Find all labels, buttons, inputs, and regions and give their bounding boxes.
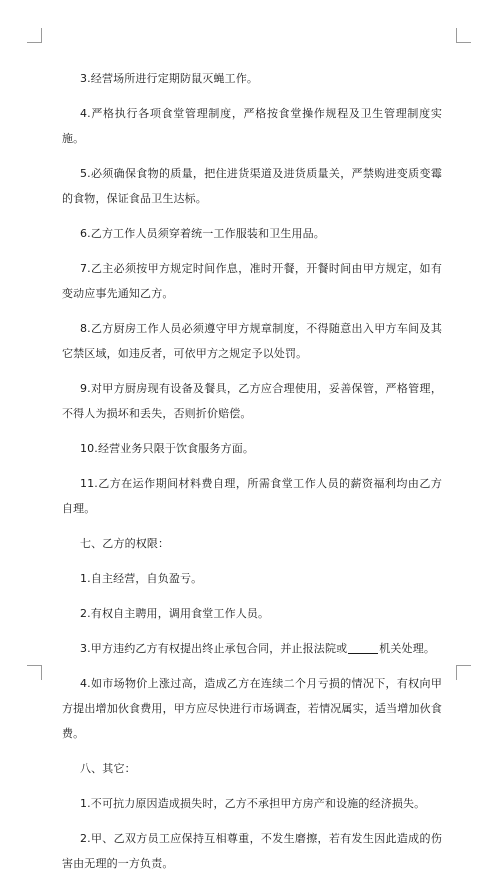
rights-item-1: 1.自主经营，自负盈亏。 — [80, 572, 203, 585]
crop-mark-top-left — [27, 28, 42, 43]
crop-mark-bottom-left — [27, 665, 42, 680]
fill-in-blank — [348, 641, 378, 654]
section-heading-8: 八、其它： — [80, 762, 136, 775]
paragraph-item-9: 9.对甲方厨房现有设备及餐具，乙方应合理使用，妥善保管，严格管理，不得人为损坏和丢失，否则折价赔偿。 — [62, 382, 442, 420]
paragraph-item-8: 8.乙方厨房工作人员必须遵守甲方规章制度，不得随意出入甲方车间及其它禁区域，如违反者，可依甲方之规定予以处罚。 — [62, 322, 442, 360]
rights-item-3-text-after: 机关处理。 — [379, 642, 435, 655]
paragraph-item-3: 3.经营场所进行定期防鼠灭蝇工作。 — [80, 72, 259, 85]
paragraph-item-7: 7.乙主必须按甲方规定时间作息，准时开餐，开餐时间由甲方规定，如有变动应事先通知乙方。 — [62, 262, 442, 300]
paragraph-item-11: 11.乙方在运作期间材料费自理，所需食堂工作人员的薪资福利均由乙方自理。 — [62, 477, 442, 515]
other-item-1: 1.不可抗力原因造成损失时，乙方不承担甲方房产和设施的经济损失。 — [80, 797, 426, 810]
paragraph-item-10: 10.经营业务只限于饮食服务方面。 — [80, 442, 255, 455]
paragraph-item-4: 4.严格执行各项食堂管理制度，严格按食堂操作规程及卫生管理制度实施。 — [62, 107, 442, 145]
rights-item-3 — [62, 636, 442, 661]
other-item-2: 2.甲、乙双方员工应保持互相尊重，不发生磨擦，若有发生因此造成的伤害由无理的一方负责。 — [62, 832, 442, 870]
paragraph-item-5: 5.必须确保食物的质量，把住进货渠道及进货质量关，严禁购进变质变霉的食物，保证食品卫生达标。 — [62, 167, 442, 205]
crop-mark-top-right — [456, 28, 471, 43]
document-body — [62, 66, 442, 886]
rights-item-3-text-before: 3.甲方违约乙方有权提出终止承包合同，并止报法院或 — [80, 642, 348, 655]
paragraph-item-6: 6.乙方工作人员须穿着统一工作服装和卫生用品。 — [80, 227, 325, 240]
section-heading-7: 七、乙方的权限： — [80, 537, 170, 550]
rights-item-2: 2.有权自主聘用，调用食堂工作人员。 — [80, 607, 270, 620]
crop-mark-bottom-right — [456, 665, 471, 680]
rights-item-4: 4.如市场物价上涨过高，造成乙方在连续二个月亏损的情况下，有权向甲方提出增加伙食费用，甲方应尽快进行市场调查，若情况属实，适当增加伙食费。 — [62, 677, 442, 740]
